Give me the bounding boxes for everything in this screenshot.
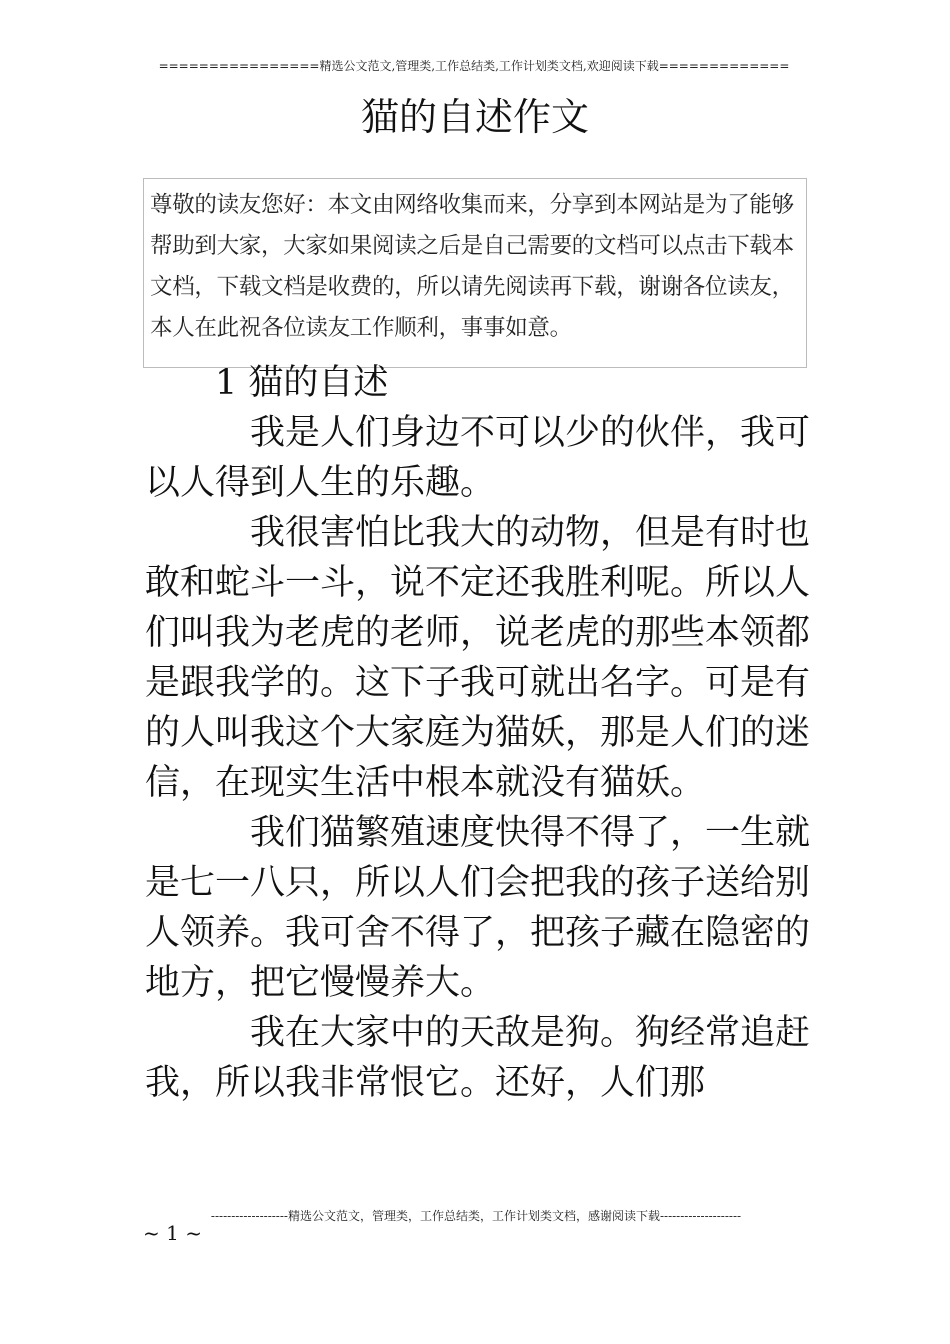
reader-notice-box: 尊敬的读友您好：本文由网络收集而来，分享到本网站是为了能够帮助到大家，大家如果阅读之后是自己需要的文档可以点击下载本文档，下载文档是收费的，所以请先阅读再下载，谢谢各位读友，本人在此祝各位读友工作顺利，事事如意。 [143, 178, 807, 368]
page-number: ~ 1 ~ [143, 1221, 202, 1245]
paragraph: 我很害怕比我大的动物，但是有时也敢和蛇斗一斗，说不定还我胜利呢。所以人们叫我为老虎的老师，说老虎的那些本领都是跟我学的。这下子我可就出名字。可是有的人叫我这个大家庭为猫妖，那是人们的迷信，在现实生活中根本就没有猫妖。 [145, 513, 811, 803]
page-footer: -------------------精选公文范文，管理类，工作总结类，工作计划类文档，感谢阅读下载-------------------- [210, 1209, 742, 1223]
paragraph: 我在大家中的天敌是狗。狗经常追赶我，所以我非常恨它。还好，人们那 [145, 1013, 811, 1103]
section-heading: 1 猫的自述 [215, 363, 389, 403]
paragraph: 我们猫繁殖速度快得不得了，一生就是七一八只，所以人们会把我的孩子送给别人领养。我可舍不得了，把孩子藏在隐密的地方，把它慢慢养大。 [145, 813, 811, 1003]
body-text [145, 408, 810, 1108]
paragraph: 我是人们身边不可以少的伙伴，我可以人得到人生的乐趣。 [145, 413, 811, 503]
page-header: ================精选公文范文,管理类,工作总结类,工作计划类文档,欢迎阅读下载============= [158, 59, 790, 73]
document-title: 猫的自述作文 [360, 95, 589, 139]
